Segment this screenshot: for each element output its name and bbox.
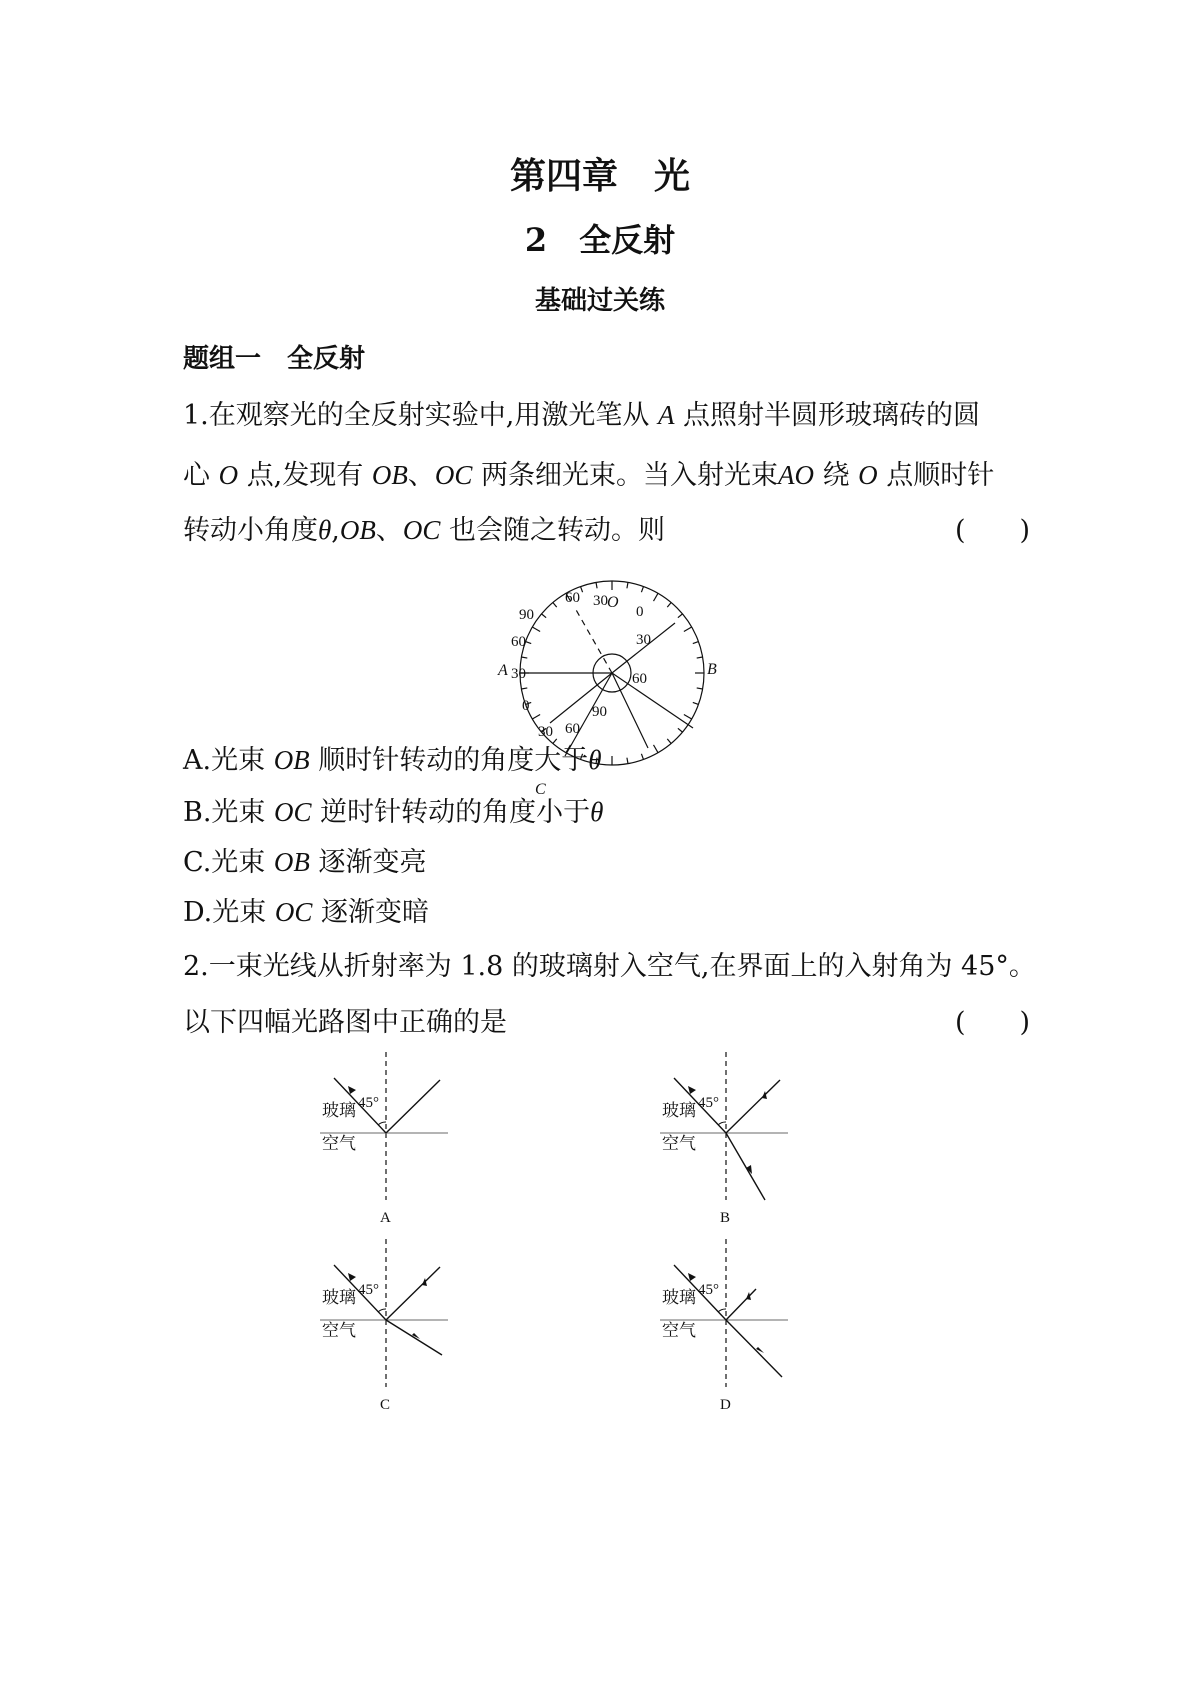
protractor-tick: [697, 688, 703, 689]
q2-answer-paren: ( ): [955, 1007, 1031, 1038]
ray-OB: [612, 673, 693, 728]
diagram-label: D: [720, 1397, 731, 1413]
glass-label: 玻璃: [322, 1288, 356, 1307]
reflected-ray: [386, 1267, 440, 1320]
scale-label-60-right: 60: [632, 671, 647, 687]
glass-label: 玻璃: [662, 1101, 696, 1120]
refracted-ray: [726, 1320, 782, 1377]
protractor-tick: [654, 593, 659, 601]
angle-label: 45°: [358, 1282, 379, 1298]
scale-label-60-left: 60: [511, 634, 526, 650]
scale-label-0-left: 0: [522, 698, 530, 714]
angle-arc: [378, 1122, 386, 1125]
protractor-tick: [693, 702, 699, 704]
q1-answer-paren: ( ): [955, 515, 1031, 546]
air-label: 空气: [322, 1321, 356, 1340]
scale-label-30-right: 30: [636, 632, 651, 648]
protractor-tick: [697, 657, 703, 658]
q1-line1: 1.在观察光的全反射实验中,用激光笔从 A 点照射半圆形玻璃砖的圆: [183, 400, 981, 431]
diameter-line-upper: [575, 608, 612, 673]
protractor-tick: [553, 603, 557, 608]
refracted-ray: [726, 1133, 765, 1200]
scale-label-90-bottom: 90: [592, 704, 607, 720]
label-O: O: [607, 594, 619, 611]
incident-arrow: [688, 1273, 696, 1281]
scale-label-30-top: 30: [593, 593, 608, 609]
q1-option-B: B.光束 OC 逆时针转动的角度小于θ: [183, 797, 604, 828]
incident-arrow: [348, 1273, 356, 1281]
protractor-tick: [532, 715, 540, 720]
ray-diagram-d: [660, 1237, 800, 1417]
q2-line2: 以下四幅光路图中正确的是: [183, 1007, 507, 1038]
protractor-tick: [641, 754, 643, 760]
protractor-tick: [532, 627, 540, 632]
incident-arrow: [348, 1086, 356, 1094]
protractor-tick: [654, 745, 659, 753]
reflected-ray: [726, 1289, 756, 1320]
scale-label-30-bottom: 30: [538, 724, 553, 740]
protractor-tick: [684, 715, 692, 720]
protractor-tick: [678, 728, 683, 732]
reflected-ray: [726, 1080, 780, 1133]
scale-label-90-top: 90: [519, 607, 534, 623]
label-C: C: [535, 781, 546, 798]
angle-arc: [718, 1122, 726, 1125]
protractor-tick: [627, 758, 628, 764]
scale-label-60-top: 60: [565, 590, 580, 606]
scale-label-0-right: 0: [636, 604, 644, 620]
angle-arc: [718, 1309, 726, 1312]
angle-label: 45°: [358, 1095, 379, 1111]
angle-label: 45°: [698, 1095, 719, 1111]
group-title: 题组一 全反射: [183, 344, 366, 374]
reflected-arrow: [762, 1091, 767, 1099]
diagram-label: C: [380, 1397, 391, 1413]
protractor-tick: [678, 614, 683, 618]
protractor-tick: [521, 688, 527, 689]
diagram-label: A: [380, 1210, 391, 1226]
diameter-line-right: [612, 623, 675, 673]
q1-line2: 心 O 点,发现有 OB、OC 两条细光束。当入射光束AO 绕 O 点顺时针: [183, 460, 995, 491]
angle-label: 45°: [698, 1282, 719, 1298]
q1-option-C: C.光束 OB 逐渐变亮: [183, 847, 427, 878]
protractor-tick: [542, 614, 547, 618]
ray-diagram-c: [320, 1237, 460, 1417]
protractor-tick: [693, 642, 699, 644]
q1-line3: 转动小角度θ,OB、OC 也会随之转动。则: [183, 515, 665, 546]
ray-diagram-b: [660, 1050, 800, 1230]
glass-label: 玻璃: [322, 1101, 356, 1120]
protractor-tick: [521, 657, 527, 658]
protractor-tick: [581, 587, 583, 593]
protractor-tick: [526, 642, 532, 644]
label-B: B: [707, 661, 717, 678]
reflected-arrow: [422, 1278, 427, 1286]
label-A: A: [498, 662, 508, 679]
section-title: 2 全反射: [524, 221, 676, 259]
air-label: 空气: [662, 1321, 696, 1340]
protractor-tick: [627, 582, 628, 588]
chapter-title: 第四章 光: [509, 155, 690, 197]
diagram-label: B: [720, 1210, 731, 1226]
incident-arrow: [688, 1086, 696, 1094]
reflected-ray: [386, 1080, 440, 1133]
q1-option-A: A.光束 OB 顺时针转动的角度大于θ: [183, 745, 602, 776]
glass-label: 玻璃: [662, 1288, 696, 1307]
subsection-title: 基础过关练: [534, 286, 665, 316]
protractor-tick: [596, 582, 597, 588]
angle-arc: [378, 1309, 386, 1312]
air-label: 空气: [662, 1134, 696, 1153]
refracted-ray: [386, 1320, 442, 1355]
protractor-tick: [684, 627, 692, 632]
air-label: 空气: [322, 1134, 356, 1153]
reflected-arrow: [746, 1292, 751, 1300]
ray-diagram-a: [320, 1050, 460, 1230]
q2-line1: 2.一束光线从折射率为 1.8 的玻璃射入空气,在界面上的入射角为 45°。: [183, 951, 1036, 982]
q1-option-D: D.光束 OC 逐渐变暗: [183, 897, 429, 928]
protractor-tick: [667, 603, 671, 608]
protractor-tick: [641, 587, 643, 593]
protractor-tick: [667, 739, 671, 744]
scale-label-60-bottom: 60: [565, 721, 580, 737]
scale-label-30-left: 30: [511, 666, 526, 682]
